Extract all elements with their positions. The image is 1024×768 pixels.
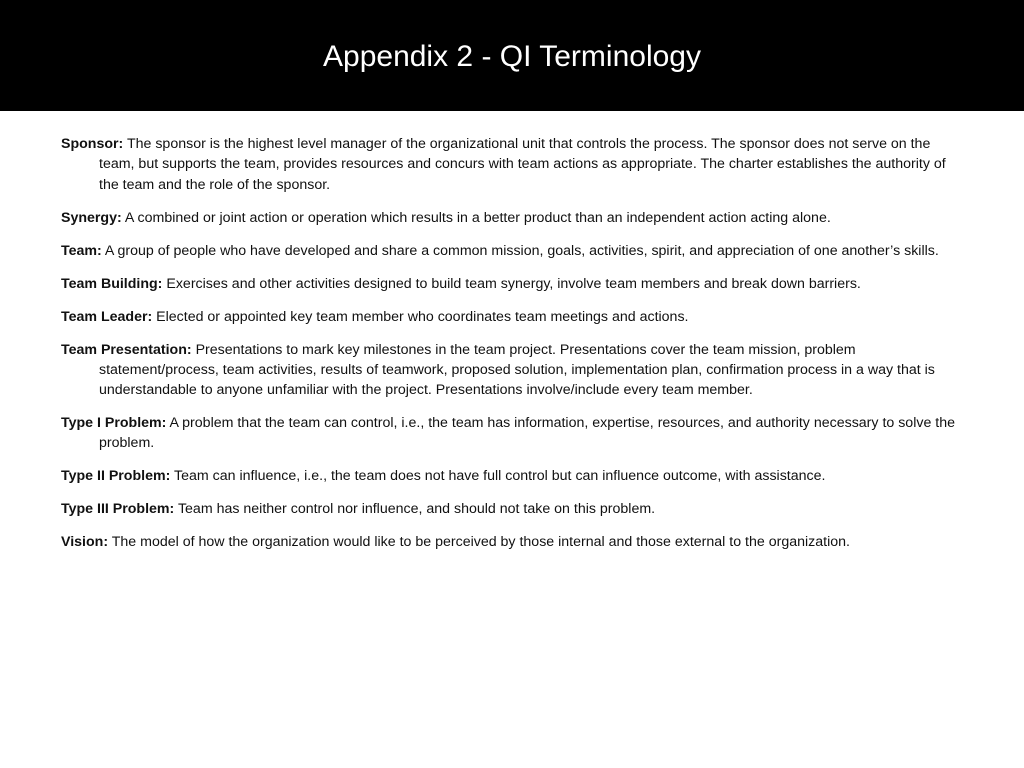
term-name: Team Building: <box>61 275 163 292</box>
term-name: Type III Problem: <box>61 501 175 518</box>
term-sponsor <box>61 134 961 195</box>
term-definition: The sponsor is the highest level manager of the organizational unit that controls the process. The sponsor does not serve on the team, but supports the team, provides resources and concurs with team actions as appropriate. The charter establishes the authority of the team and the role of the sponsor. <box>99 136 946 193</box>
term-definition: A group of people who have developed and share a common mission, goals, activities, spirit, and appreciation of one another’s skills. <box>104 242 939 259</box>
term-definition: A combined or joint action or operation which results in a better product than an independent action acting alone. <box>124 209 831 226</box>
term-definition: A problem that the team can control, i.e., the team has information, expertise, resources, and authority necessary to solve the problem. <box>99 415 955 452</box>
term-name: Team: <box>61 242 102 259</box>
term-team <box>61 241 961 261</box>
slide-title: Appendix 2 - QI Terminology <box>323 39 701 73</box>
term-vision <box>61 532 961 552</box>
term-name: Type I Problem: <box>61 415 167 432</box>
term-name: Team Presentation: <box>61 341 192 358</box>
term-definition: Elected or appointed key team member who coordinates team meetings and actions. <box>156 308 689 325</box>
title-bar <box>0 0 1024 111</box>
term-type-i-problem <box>61 413 961 454</box>
term-definition: Team can influence, i.e., the team does not have full control but can influence outcome, with assistance. <box>174 468 826 485</box>
term-definition: Presentations to mark key milestones in the team project. Presentations cover the team mission, problem statement/process, team activities, results of teamwork, proposed solution, implementation plan, confirmation process in a way that is understandable to anyone unfamiliar with the project. Presentations involve/include every team member. <box>99 341 935 399</box>
terminology-list <box>61 134 961 565</box>
term-definition: The model of how the organization would like to be perceived by those internal and those external to the organization. <box>111 534 850 551</box>
term-name: Synergy: <box>61 209 122 226</box>
term-name: Vision: <box>61 534 109 551</box>
term-synergy <box>61 208 961 228</box>
term-definition: Exercises and other activities designed to build team synergy, involve team members and break down barriers. <box>166 275 861 292</box>
term-name: Sponsor: <box>61 136 124 152</box>
term-definition: Team has neither control nor influence, and should not take on this problem. <box>177 501 656 518</box>
term-team-building <box>61 274 961 294</box>
term-team-presentation <box>61 340 961 401</box>
term-team-leader <box>61 307 961 327</box>
term-name: Type II Problem: <box>61 468 171 485</box>
term-type-ii-problem <box>61 466 961 486</box>
term-type-iii-problem <box>61 499 961 519</box>
term-name: Team Leader: <box>61 308 153 325</box>
